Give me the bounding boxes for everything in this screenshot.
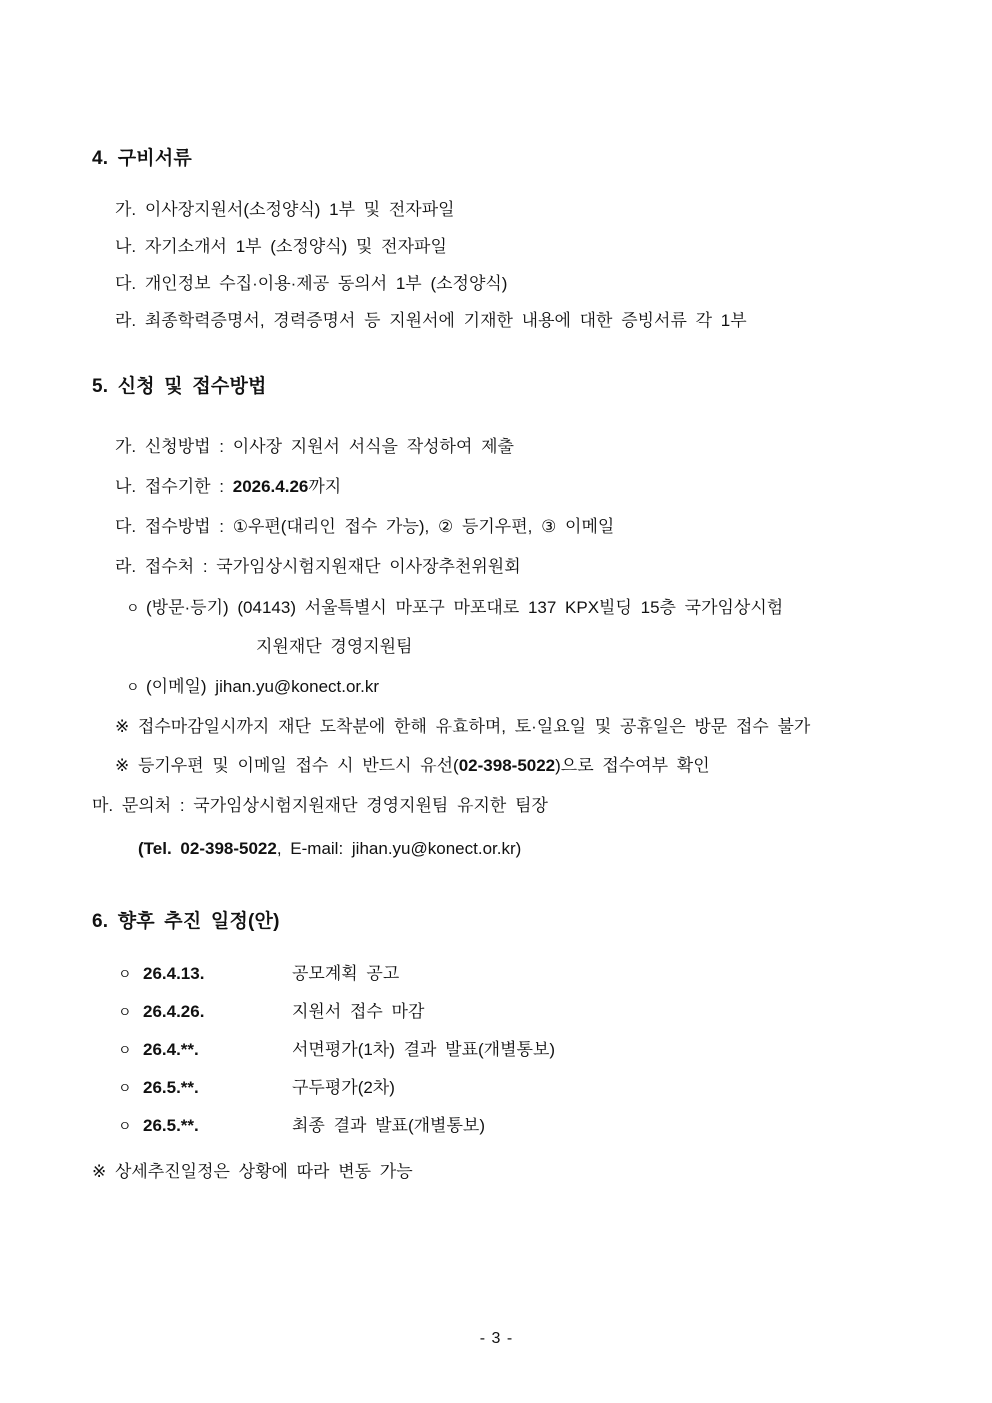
schedule-event: 서면평가(1차) 결과 발표(개별통보) bbox=[292, 1040, 556, 1059]
schedule-event: 구두평가(2차) bbox=[292, 1078, 395, 1097]
schedule-date: 26.5.**. bbox=[143, 1116, 199, 1135]
note-prefix: ※ 등기우편 및 이메일 접수 시 반드시 유선( bbox=[115, 756, 459, 775]
deadline-suffix: 까지 bbox=[308, 477, 342, 496]
section-schedule bbox=[92, 909, 904, 1184]
list-item: 가. 신청방법 : 이사장 지원서 서식을 작성하여 제출 bbox=[115, 437, 514, 456]
tel-label: (Tel. bbox=[138, 839, 181, 858]
section5-heading: 5. 신청 및 접수방법 bbox=[92, 376, 267, 397]
address-line-1: (방문·등기) (04143) 서울특별시 마포구 마포대로 137 KPX빌딩 15층 국가임상시험 bbox=[146, 598, 784, 617]
email-row bbox=[92, 675, 904, 699]
section6-heading: 6. 향후 추진 일정(안) bbox=[92, 911, 280, 932]
section-required-documents bbox=[92, 146, 904, 333]
deadline-date: 2026.4.26 bbox=[232, 477, 309, 496]
circle-bullet: ㅇ bbox=[118, 1042, 132, 1058]
section-application-method bbox=[92, 374, 904, 861]
list-item: 다. 접수방법 : ①우편(대리인 접수 가능), ② 등기우편, ③ 이메일 bbox=[115, 517, 615, 536]
page-number: - 3 - bbox=[479, 1330, 513, 1347]
circle-bullet: ㅇ bbox=[118, 1004, 132, 1020]
address-row bbox=[92, 596, 904, 659]
list-item: 나. 자기소개서 1부 (소정양식) 및 전자파일 bbox=[115, 237, 447, 256]
circle-bullet: ㅇ bbox=[118, 1118, 132, 1134]
schedule-row bbox=[92, 962, 904, 986]
schedule-row bbox=[92, 1000, 904, 1024]
schedule-event: 최종 결과 발표(개별통보) bbox=[292, 1116, 485, 1135]
list-item: 다. 개인정보 수집·이용·제공 동의서 1부 (소정양식) bbox=[115, 274, 508, 293]
list-item-deadline bbox=[92, 475, 904, 499]
list-item: 가. 이사장지원서(소정양식) 1부 및 전자파일 bbox=[115, 200, 455, 219]
schedule-event: 공모계획 공고 bbox=[292, 964, 400, 983]
schedule-row bbox=[92, 1114, 904, 1138]
schedule-date: 26.4.26. bbox=[143, 1002, 205, 1021]
address-line-2: 지원재단 경영지원팀 bbox=[256, 637, 413, 656]
note-deadline-validity: ※ 접수마감일시까지 재단 도착분에 한해 유효하며, 토·일요일 및 공휴일은 방문 접수 불가 bbox=[115, 717, 811, 736]
contact-detail bbox=[92, 837, 904, 861]
schedule-date: 26.5.**. bbox=[143, 1078, 199, 1097]
email-detail: , E-mail: jihan.yu@konect.or.kr) bbox=[276, 839, 522, 858]
list-item: 라. 최종학력증명서, 경력증명서 등 지원서에 기재한 내용에 대한 증빙서류 각 1부 bbox=[115, 311, 747, 330]
email-text: (이메일) jihan.yu@konect.or.kr bbox=[146, 677, 380, 696]
section4-heading: 4. 구비서류 bbox=[92, 148, 192, 169]
phone-number: 02-398-5022 bbox=[458, 756, 556, 775]
schedule-date: 26.4.**. bbox=[143, 1040, 199, 1059]
circle-bullet: ㅇ bbox=[126, 600, 140, 616]
list-item-contact: 마. 문의처 : 국가임상시험지원재단 경영지원팀 유지한 팀장 bbox=[92, 796, 548, 815]
address-text bbox=[146, 596, 904, 659]
circle-bullet: ㅇ bbox=[118, 1080, 132, 1096]
note-phone-confirm bbox=[92, 754, 904, 778]
schedule-row bbox=[92, 1038, 904, 1062]
phone-number: 02-398-5022 bbox=[180, 839, 277, 858]
note-suffix: )으로 접수여부 확인 bbox=[555, 756, 710, 775]
deadline-prefix: 나. 접수기한 : bbox=[115, 477, 233, 496]
note-schedule-change: ※ 상세추진일정은 상황에 따라 변동 가능 bbox=[92, 1162, 413, 1181]
circle-bullet: ㅇ bbox=[126, 679, 140, 695]
circle-bullet: ㅇ bbox=[118, 966, 132, 982]
schedule-event: 지원서 접수 마감 bbox=[292, 1002, 425, 1021]
schedule-row bbox=[92, 1076, 904, 1100]
schedule-date: 26.4.13. bbox=[143, 964, 205, 983]
list-item: 라. 접수처 : 국가임상시험지원재단 이사장추천위원회 bbox=[115, 557, 521, 576]
